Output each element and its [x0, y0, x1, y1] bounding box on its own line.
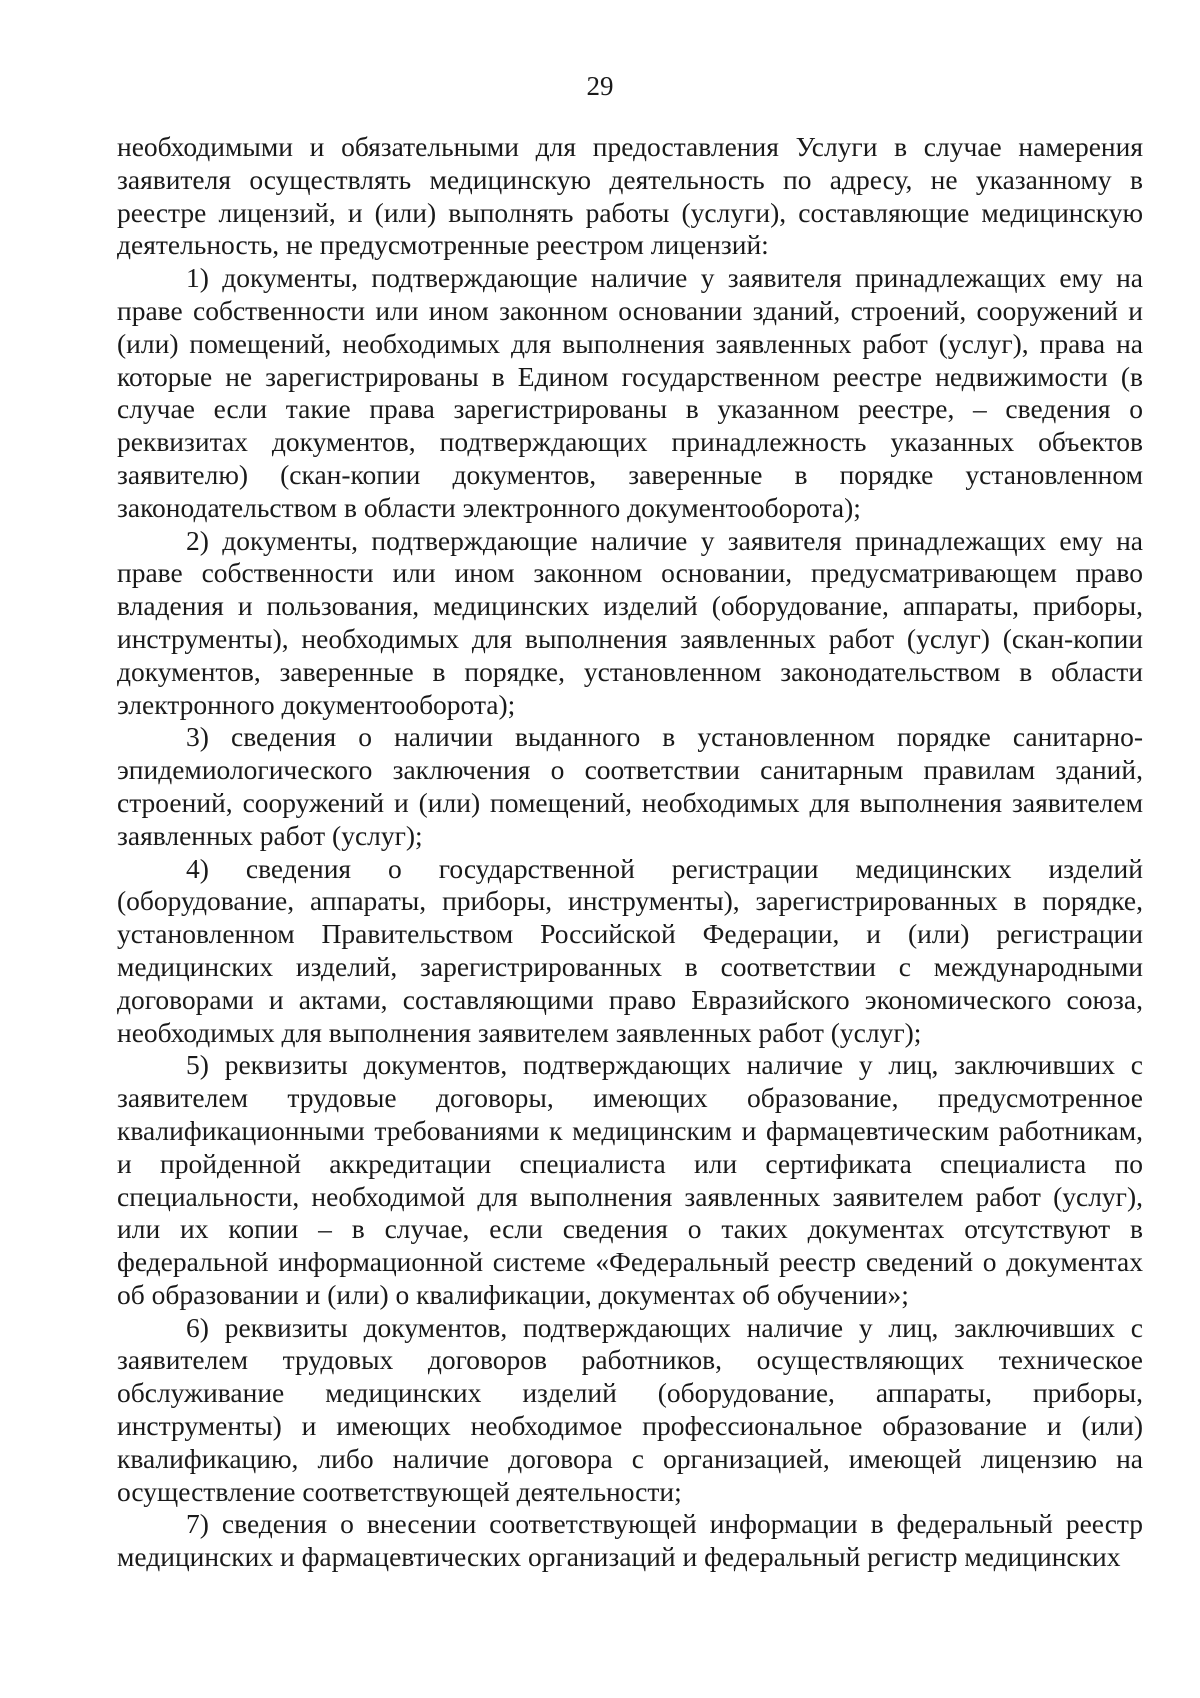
paragraph-item-1: 1) документы, подтверждающие наличие у заявителя принадлежащих ему на праве собственности или ином законном основании зданий, строений, сооружений и (или) помещений, необходимых для выполнения заявленных работ (услуг), права на которые не зарегистрированы в Едином государственном реестре недвижимости (в случае если такие права зарегистрированы в указанном реестре, – сведения о реквизитах документов, подтверждающих принадлежность указанных объектов заявителю) (скан-копии документов, заверенные в порядке установленном законодательством в области электронного документооборота);	[117, 262, 1143, 523]
paragraph-item-2: 2) документы, подтверждающие наличие у заявителя принадлежащих ему на праве собственности или ином законном основании, предусматривающем право владения и пользования, медицинских изделий (оборудование, аппараты, приборы, инструменты), необходимых для выполнения заявленных работ (услуг) (скан-копии документов, заверенные в порядке, установленном законодательством в области электронного документооборота);	[117, 524, 1143, 720]
page-number: 29	[586, 71, 614, 101]
paragraph-item-6: 6) реквизиты документов, подтверждающих наличие у лиц, заключивших с заявителем трудовых договоров работников, осуществляющих техническое обслуживание медицинских изделий (оборудование, аппараты, приборы, инструменты) и имеющих необходимое профессиональное образование и (или) квалификацию, либо наличие договора с организацией, имеющей лицензию на осуществление соответствующей деятельности;	[117, 1311, 1143, 1507]
paragraph-item-7: 7) сведения о внесении соответствующей информации в федеральный реестр медицинских и фармацевтических организаций и федеральный регистр медицинских	[117, 1508, 1143, 1573]
paragraph-intro: необходимыми и обязательными для предоставления Услуги в случае намерения заявителя осуществлять медицинскую деятельность по адресу, не указанному в реестре лицензий, и (или) выполнять работы (услуги), составляющие медицинскую деятельность, не предусмотренные реестром лицензий:	[117, 131, 1143, 261]
paragraph-item-4: 4) сведения о государственной регистрации медицинских изделий (оборудование, аппараты, приборы, инструменты), зарегистрированных в порядке, установленном Правительством Российской Федерации, и (или) регистрации медицинских изделий, зарегистрированных в соответствии с международными договорами и актами, составляющими право Евразийского экономического союза, необходимых для выполнения заявителем заявленных работ (услуг);	[117, 852, 1143, 1048]
paragraph-item-5: 5) реквизиты документов, подтверждающих наличие у лиц, заключивших с заявителем трудовые договоры, имеющих образование, предусмотренное квалификационными требованиями к медицинским и фармацевтическим работникам, и пройденной аккредитации специалиста или сертификата специалиста по специальности, необходимой для выполнения заявленных заявителем работ (услуг), или их копии – в случае, если сведения о таких документах отсутствуют в федеральной информационной системе «Федеральный реестр сведений о документах об образовании и (или) о квалификации, документах об обучении»;	[117, 1049, 1143, 1310]
document-body	[117, 131, 1143, 1574]
paragraph-item-3: 3) сведения о наличии выданного в установленном порядке санитарно-эпидемиологического заключения о соответствии санитарным правилам зданий, строений, сооружений и (или) помещений, необходимых для выполнения заявителем заявленных работ (услуг);	[117, 721, 1143, 851]
